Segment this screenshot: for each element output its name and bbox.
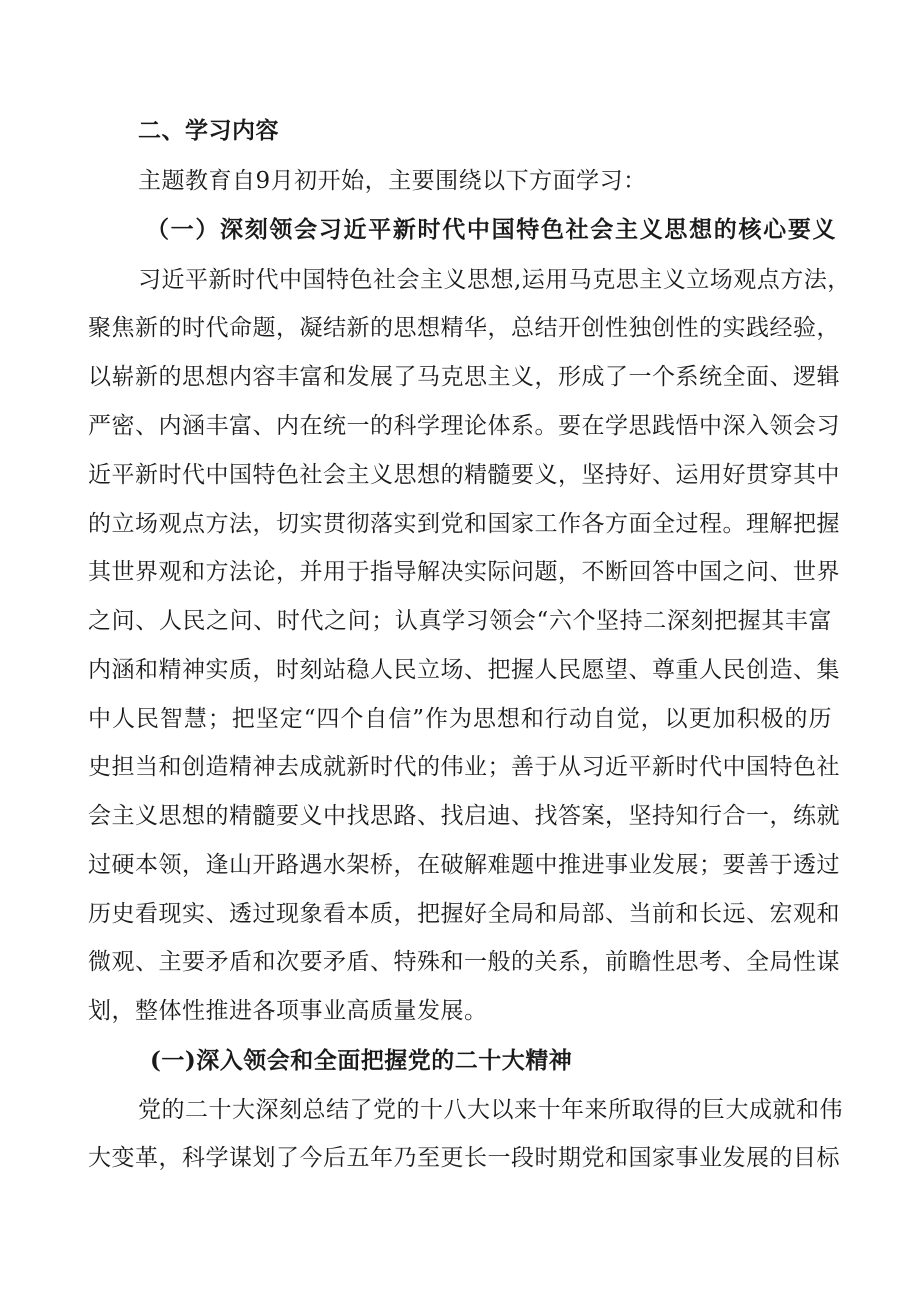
paragraph-line: 史担当和创造精神去成就新时代的伟业；善于从习近平新时代中国特色社	[88, 754, 840, 780]
paragraph-line: 大变革，科学谋划了今后五年乃至更长一段时期党和国家事业发展的目标	[88, 1145, 840, 1171]
paragraph-line: 微观、主要矛盾和次要矛盾、特殊和一般的关系，前瞻性思考、全局性谋	[88, 949, 840, 975]
paragraph-line: 习近平新时代中国特色社会主义思想,运用马克思主义立场观点方法，	[138, 267, 851, 293]
paragraph-line: 聚焦新的时代命题，凝结新的思想精华，总结开创性独创性的实践经验，	[88, 315, 840, 341]
paragraph-line: 严密、内涵丰富、内在统一的科学理论体系。要在学思践悟中深入领会习	[88, 413, 840, 439]
subsection-2-heading: (一)深入领会和全面把握党的二十大精神	[150, 1047, 573, 1074]
paragraph-line: 过硬本领，逢山开路遇水架桥，在破解难题中推进事业发展；要善于透过	[88, 852, 840, 878]
paragraph-line: 其世界观和方法论，并用于指导解决实际问题，不断回答中国之问、世界	[88, 559, 840, 585]
intro-paragraph: 主题教育自9月初开始，主要围绕以下方面学习：	[138, 168, 647, 194]
section-title: 二、学习内容	[138, 117, 279, 144]
paragraph-line: 内涵和精神实质，时刻站稳人民立场、把握人民愿望、尊重人民创造、集	[88, 657, 840, 683]
paragraph-line: 划，整体性推进各项事业高质量发展。	[88, 998, 488, 1024]
paragraph-line: 中人民智慧；把坚定“四个自信”作为思想和行动自觉，以更加积极的历	[88, 706, 832, 732]
paragraph-line: 近平新时代中国特色社会主义思想的精髓要义，坚持好、运用好贯穿其中	[88, 462, 840, 488]
paragraph-line: 会主义思想的精髓要义中找思路、找启迪、找答案，坚持知行合一，练就	[88, 803, 840, 829]
paragraph-line: 之问、人民之问、时代之问；认真学习领会“六个坚持二深刻把握其丰富	[88, 608, 832, 634]
paragraph-line: 党的二十大深刻总结了党的十八大以来十年来所取得的巨大成就和伟	[138, 1097, 843, 1123]
paragraph-line: 的立场观点方法，切实贯彻落实到党和国家工作各方面全过程。理解把握	[88, 511, 840, 537]
paragraph-line: 以崭新的思想内容丰富和发展了马克思主义，形成了一个系统全面、逻辑	[88, 364, 840, 390]
subsection-1-heading: （一）深刻领会习近平新时代中国特色社会主义思想的核心要义	[146, 216, 836, 243]
paragraph-line: 历史看现实、透过现象看本质，把握好全局和局部、当前和长远、宏观和	[88, 901, 840, 927]
